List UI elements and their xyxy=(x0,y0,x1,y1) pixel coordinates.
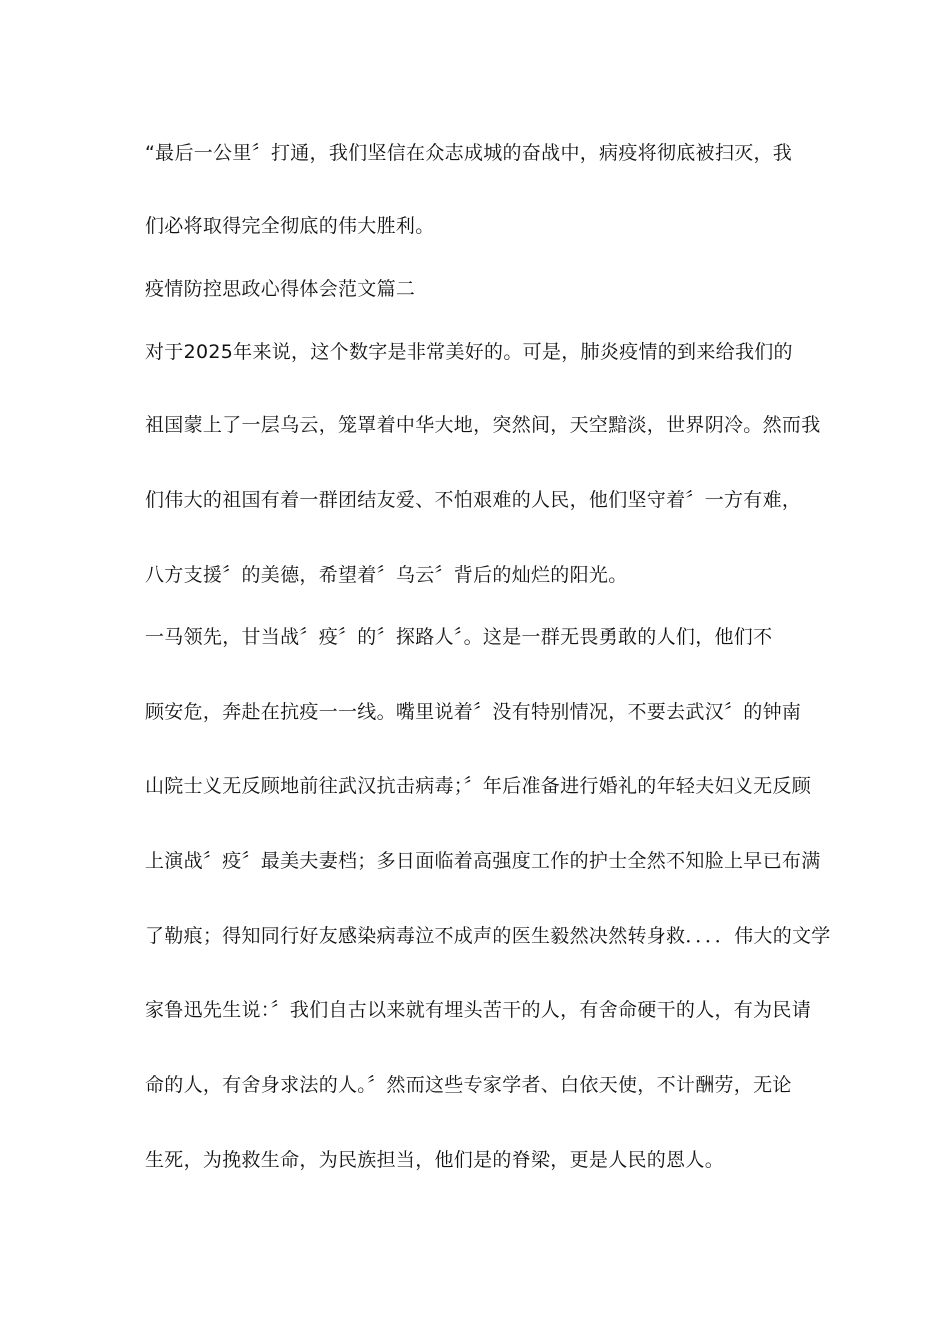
text-line: 上演战〞疫〞最美夫妻档；多日面临着高强度工作的护士全然不知脸上早已布满 xyxy=(145,850,821,872)
text-line: 山院士义无反顾地前往武汉抗击病毒；〞年后准备进行婚礼的年轻夫妇义无反顾 xyxy=(145,775,812,797)
text-line: 祖国蒙上了一层乌云，笼罩着中华大地，突然间，天空黯淡，世界阴冷。然而我 xyxy=(145,414,821,436)
text-line: 顾安危，奔赴在抗疫一一线。嘴里说着〞没有特别情况，不要去武汉〞的钟南 xyxy=(145,701,802,723)
text-line: 生死，为挽救生命，为民族担当，他们是的脊梁，更是人民的恩人。 xyxy=(145,1149,725,1171)
text-line: “最后一公里〞打通，我们坚信在众志成城的奋战中，病疫将彻底被扫灭，我 xyxy=(145,142,793,164)
text-line: 一马领先，甘当战〞疫〞的〞探路人〞。这是一群无畏勇敢的人们，他们不 xyxy=(145,626,773,648)
text-line: 八方支援〞的美德，希望着〞乌云〞背后的灿烂的阳光。 xyxy=(145,564,628,586)
section-title: 疫情防控思政心得体会范文篇二 xyxy=(145,278,416,300)
text-line: 们伟大的祖国有着一群团结友爱、不怕艰难的人民，他们坚守着〞一方有难， xyxy=(145,489,802,511)
text-line: 对于2025年来说，这个数字是非常美好的。可是，肺炎疫情的到来给我们的 xyxy=(145,341,793,363)
text-line: 家鲁迅先生说：〞我们自古以来就有埋头苦干的人，有舍命硬干的人，有为民请 xyxy=(145,999,812,1021)
text-line: 们必将取得完全彻底的伟大胜利。 xyxy=(145,215,435,237)
text-line: 了勒痕；得知同行好友感染病毒泣不成声的医生毅然决然转身救．．．．伟大的文学 xyxy=(145,925,831,947)
text-line: 命的人，有舍身求法的人。〞然而这些专家学者、白依天使，不计酬劳，无论 xyxy=(145,1074,792,1096)
